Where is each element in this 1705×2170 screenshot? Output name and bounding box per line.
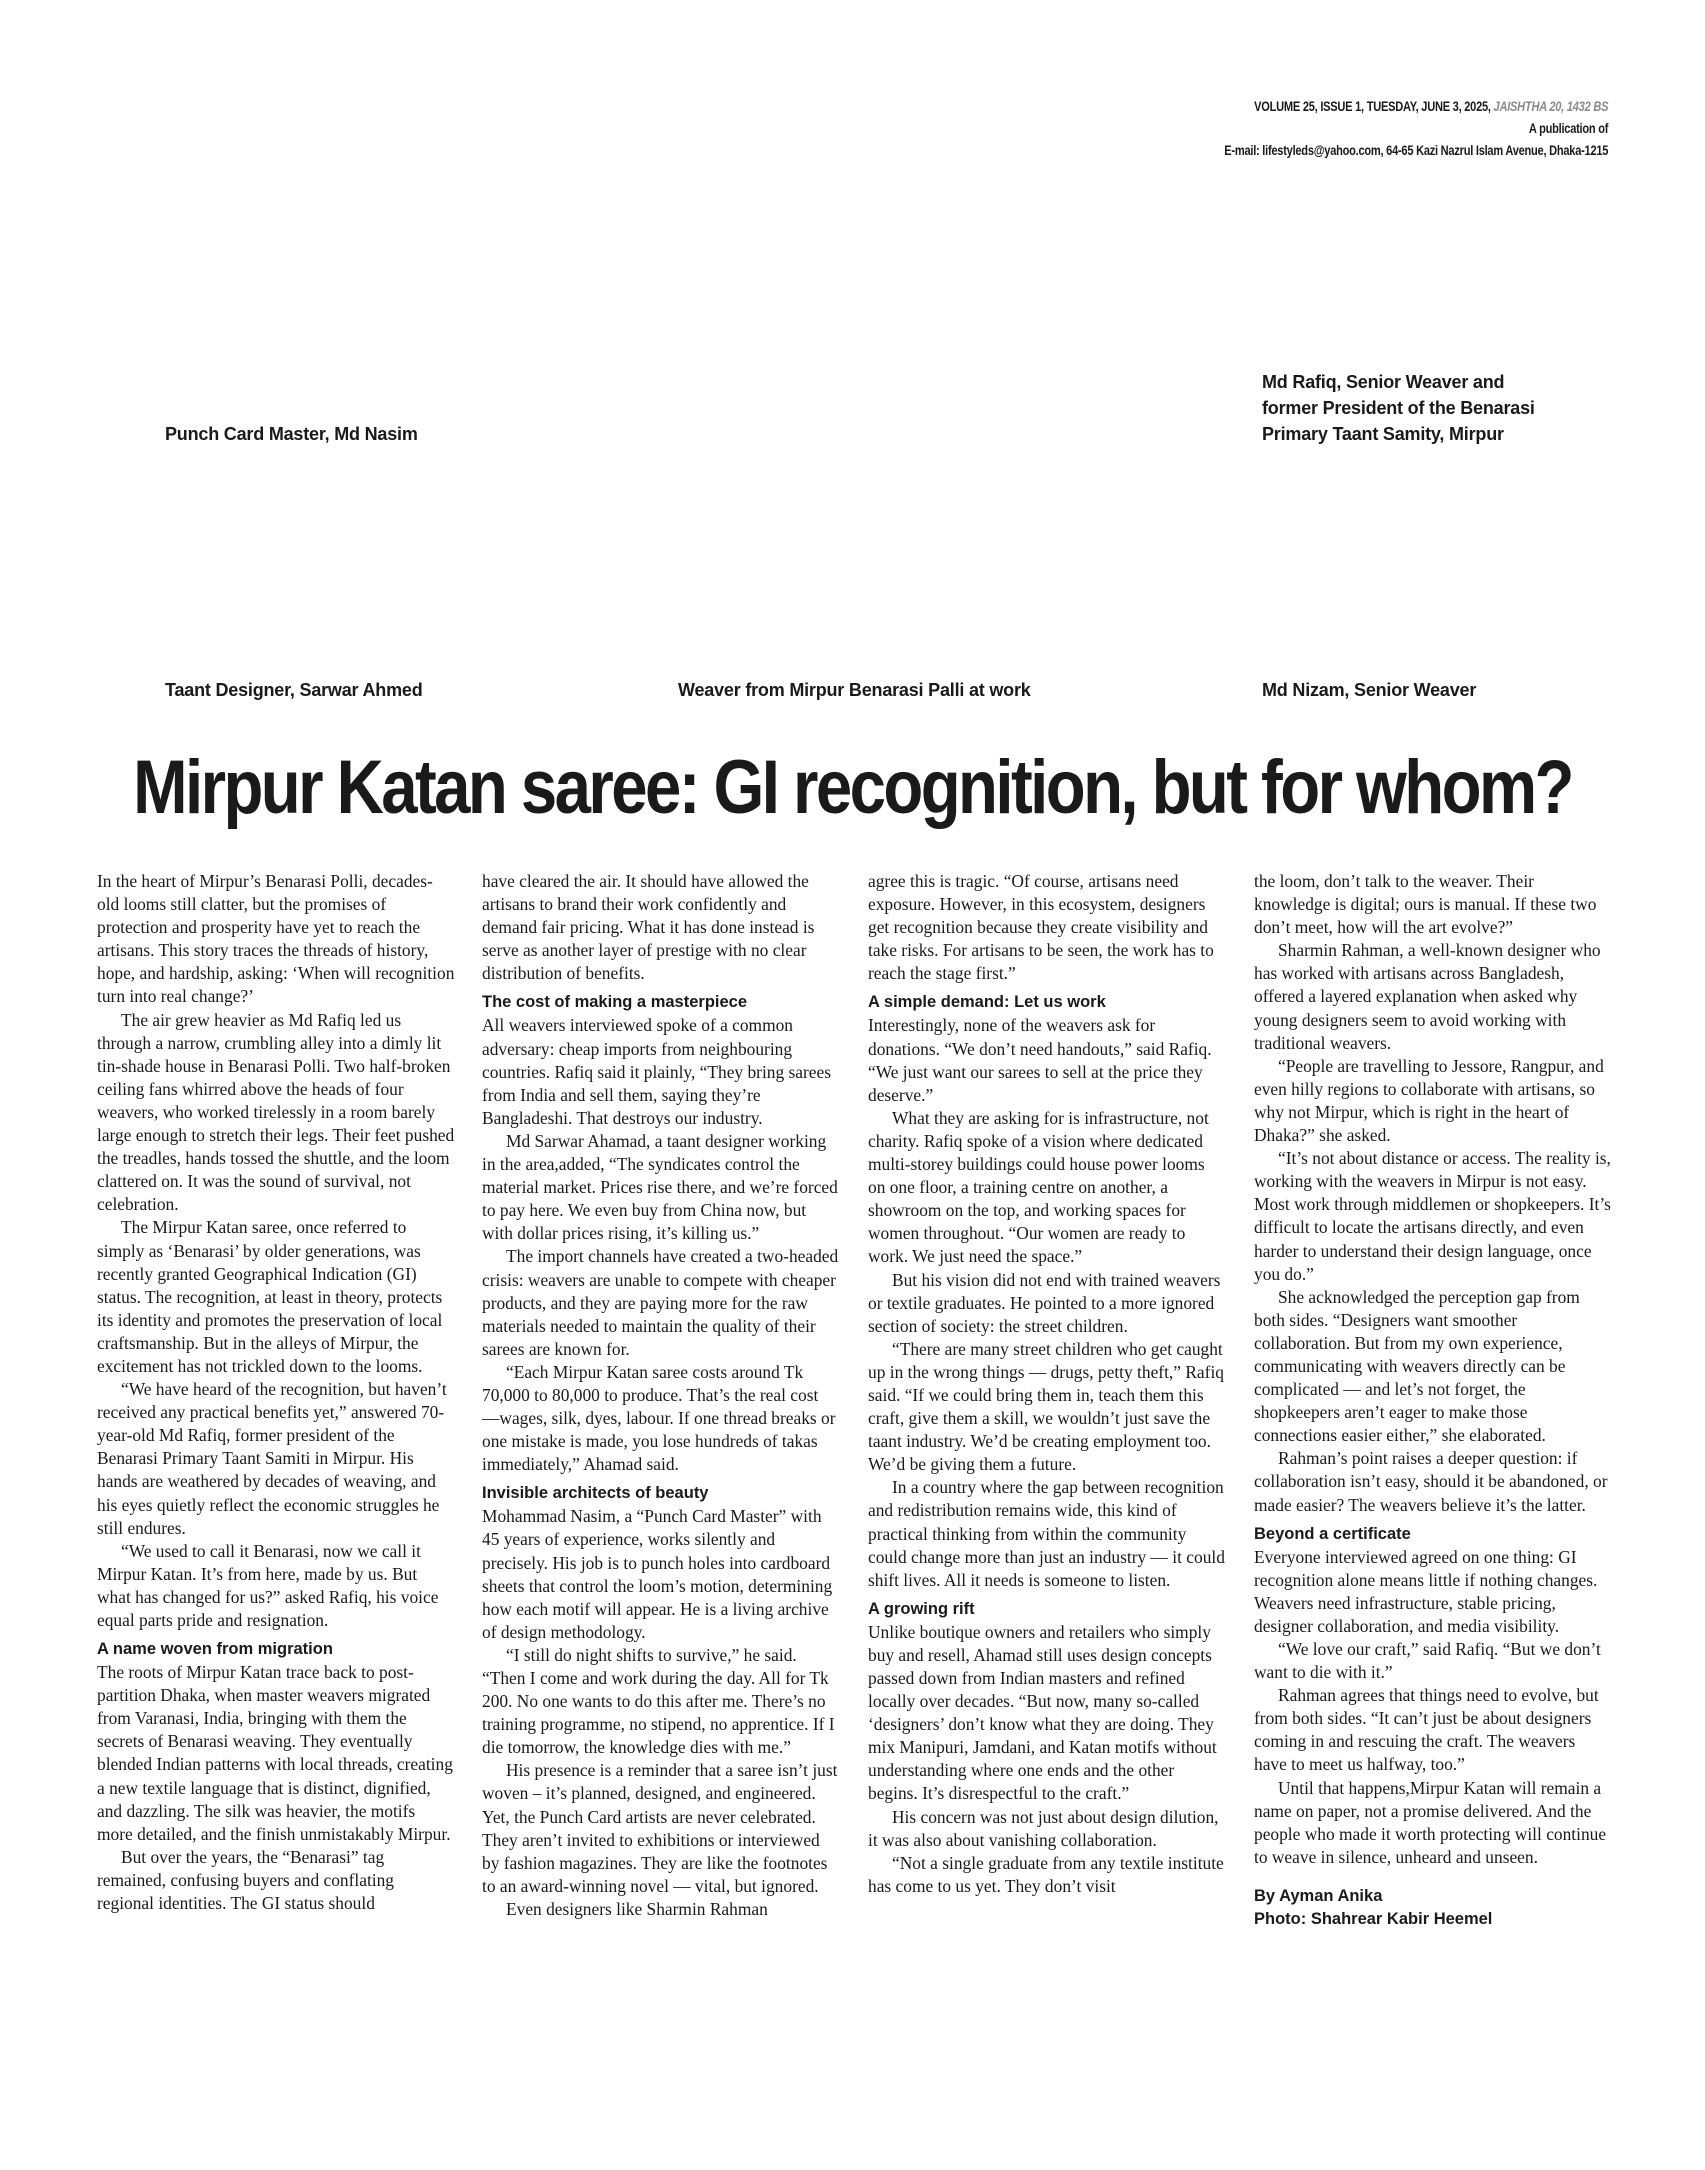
paragraph: Everyone interviewed agreed on one thing: GI recognition alone means little if nothing changes. Weavers need infrastructure, stable pricing, designer collaboration, and media visibility. (1254, 1546, 1598, 1636)
paragraph: The Mirpur Katan saree, once referred to simply as ‘Benarasi’ by older generations, was recently granted Geographical Indication (GI) status. The recognition, at least in theory, protects its identity and promotes the preservation of local craftsmanship. But in the alleys of Mirpur, the excitement has not trickled down to the looms. (97, 1217, 443, 1376)
paragraph: agree this is tragic. “Of course, artisans need exposure. However, in this ecosystem, designers get recognition because they create visibility and take risks. For artisans to be seen, the work has to reach the stage first.” (868, 871, 1214, 984)
subheading: A growing rift (868, 1599, 975, 1618)
paragraph: “Not a single graduate from any textile institute has come to us yet. They don’t visit (868, 1852, 1224, 1896)
paragraph: The roots of Mirpur Katan trace back to post-partition Dhaka, when master weavers migrated from Varanasi, India, bringing with them the secrets of Benarasi weaving. They eventually blended Indian patterns with local threads, creating a new textile language that is distinct, dignified, and dazzling. The silk was heavier, the motifs more detailed, and the finish unmistakably Mirpur. (97, 1662, 453, 1844)
paragraph: His presence is a reminder that a saree isn’t just woven – it’s planned, designed, and engineered. Yet, the Punch Card artists are never celebrated. They aren’t invited to exhibitions or interviewed by fashion magazines. They are like the footnotes to an award-winning novel — vital, but ignored. (482, 1760, 838, 1896)
caption-rafiq-line: former President of the Benarasi (1262, 398, 1535, 418)
paragraph: Md Sarwar Ahamad, a taant designer working in the area,added, “The syndicates control the material market. Prices rise there, and we’re forced to pay here. We even buy from China now, but with dollar prices rising, it’s killing us.” (482, 1130, 838, 1244)
paragraph: The air grew heavier as Md Rafiq led us through a narrow, crumbling alley into a dimly lit tin-shade house in Benarasi Polli. Two half-broken ceiling fans whirred above the heads of four weavers, who worked tirelessly in a room barely large enough to stretch their legs. Their feet pushed the treadles, hands tossed the shuttle, and the loom clattered on. It was the sound of survival, not celebration. (97, 1009, 455, 1215)
paragraph: “People are travelling to Jessore, Rangpur, and even hilly regions to collaborate with artisans, so why not Mirpur, which is right in the heart of Dhaka?” she asked. (1254, 1055, 1604, 1146)
headline: Mirpur Katan saree: GI recognition, but for whom? (133, 745, 1572, 830)
caption-rafiq-line: Md Rafiq, Senior Weaver and (1262, 372, 1505, 392)
masthead-contact-line: E-mail: lifestyleds@yahoo.com, 64-65 Kazi Nazrul Islam Avenue, Dhaka-1215 (1224, 143, 1608, 158)
author-credit: By Ayman Anika (1254, 1886, 1383, 1905)
article-column-2 (482, 870, 840, 1921)
caption-nizam: Md Nizam, Senior Weaver (1262, 680, 1477, 700)
photo-credit: Photo: Shahrear Kabir Heemel (1254, 1909, 1493, 1928)
paragraph: the loom, don’t talk to the weaver. Their knowledge is digital; ours is manual. If these two don’t meet, how will the art evolve?” (1254, 871, 1597, 938)
paragraph: But over the years, the “Benarasi” tag remained, confusing buyers and conflating regional identities. The GI status should (97, 1846, 394, 1914)
masthead (1224, 96, 1608, 162)
byline (1254, 1885, 1612, 1931)
subheading: Beyond a certificate (1254, 1524, 1411, 1543)
paragraph: Mohammad Nasim, a “Punch Card Master” with 45 years of experience, works silently and precisely. His job is to punch holes into cardboard sheets that control the loom’s motion, determining how each motif will appear. He is a living archive of design methodology. (482, 1506, 833, 1642)
paragraph: What they are asking for is infrastructure, not charity. Rafiq spoke of a vision where dedicated multi-storey buildings could house power looms on one floor, a training centre on another, a showroom on the top, and working spaces for women throughout. “Our women are ready to work. We just need the space.” (868, 1107, 1209, 1267)
paragraph: “I still do night shifts to survive,” he said. “Then I come and work during the day. All for Tk 200. No one wants to do this after me. There’s no training programme, no stipend, no apprentice. If I die tomorrow, the knowledge dies with me.” (482, 1644, 835, 1758)
paragraph: Rahman agrees that things need to evolve, but from both sides. “It can’t just be about designers coming in and rescuing the craft. The weavers have to meet us halfway, too.” (1254, 1685, 1599, 1775)
subheading: A simple demand: Let us work (868, 993, 1106, 1012)
article-column-1 (97, 870, 455, 1915)
paragraph: Even designers like Sharmin Rahman (506, 1898, 768, 1919)
masthead-publication-line: A publication of (1528, 121, 1608, 136)
paragraph: Unlike boutique owners and retailers who simply buy and resell, Ahamad still uses design concepts passed down from Indian masters and refined locally over decades. “But now, many so-called ‘designers’ don’t know what they are doing. They mix Manipuri, Jamdani, and Katan motifs without understanding where one ends and the other begins. It’s disrespectful to the craft.” (868, 1621, 1217, 1804)
paragraph: In a country where the gap between recognition and redistribution remains wide, this kind of practical thinking from within the community could change more than just an industry — it could shift lives. All it needs is someone to listen. (868, 1477, 1225, 1590)
paragraph: His concern was not just about design dilution, it was also about vanishing collaboration. (868, 1806, 1219, 1850)
article-column-3 (868, 870, 1226, 1898)
paragraph: “We love our craft,” said Rafiq. “But we don’t want to die with it.” (1254, 1639, 1601, 1683)
paragraph: Rahman’s point raises a deeper question: if collaboration isn’t easy, should it be abandoned, or made easier? The weavers believe it’s the latter. (1254, 1448, 1608, 1515)
subheading: The cost of making a masterpiece (482, 993, 748, 1012)
paragraph: Until that happens,Mirpur Katan will remain a name on paper, not a promise delivered. And the people who made it worth protecting will continue to weave in silence, unheard and unseen. (1254, 1777, 1607, 1867)
paragraph: The import channels have created a two-headed crisis: weavers are unable to compete with cheaper products, and they are paying more for the raw materials needed to maintain the quality of their sarees are known for. (482, 1246, 839, 1359)
caption-punch-card-master: Punch Card Master, Md Nasim (165, 424, 418, 444)
paragraph: In the heart of Mirpur’s Benarasi Polli, decades-old looms still clatter, but the promises of protection and prosperity have yet to reach the artisans. This story traces the threads of history, hope, and hardship, asking: ‘When will recognition turn into real change?’ (97, 871, 455, 1007)
caption-weaver-at-work: Weaver from Mirpur Benarasi Palli at work (678, 680, 1031, 700)
caption-taant-designer: Taant Designer, Sarwar Ahmed (165, 680, 423, 700)
paragraph: “There are many street children who get caught up in the wrong things — drugs, petty theft,” Rafiq said. “If we could bring them in, teach them this craft, give them a skill, we wouldn’t just save the taant industry. We’d be creating employment too. We’d be giving them a future. (868, 1338, 1224, 1475)
paragraph: “We used to call it Benarasi, now we call it Mirpur Katan. It’s from here, made by us. But what has changed for us?” asked Rafiq, his voice equal parts pride and resignation. (97, 1540, 439, 1630)
caption-rafiq (1262, 369, 1535, 447)
article-column-4 (1254, 870, 1612, 1931)
masthead-volume-line: VOLUME 25, ISSUE 1, TUESDAY, JUNE 3, 2025, JAISHTHA 20, 1432 BS (1253, 99, 1608, 114)
masthead-hijri-date: JAISHTHA 20, 1432 BS (1493, 99, 1608, 114)
paragraph: “It’s not about distance or access. The reality is, working with the weavers in Mirpur is not easy. Most work through middlemen or shopkeepers. It’s difficult to locate the artisans directly, and even harder to understand their design language, once you do.” (1254, 1148, 1611, 1284)
paragraph: Interestingly, none of the weavers ask for donations. “We don’t need handouts,” said Rafiq. “We just want our sarees to sell at the price they deserve.” (868, 1015, 1212, 1105)
subheading: A name woven from migration (97, 1640, 333, 1659)
paragraph: “Each Mirpur Katan saree costs around Tk 70,000 to 80,000 to produce. That’s the real cost —wages, silk, dyes, labour. If one thread breaks or one mistake is made, you lose hundreds of takas immediately,” Ahamad said. (482, 1361, 836, 1475)
subheading: Invisible architects of beauty (482, 1484, 709, 1503)
caption-rafiq-line: Primary Taant Samity, Mirpur (1262, 424, 1504, 444)
paragraph: “We have heard of the recognition, but haven’t received any practical benefits yet,” answered 70-year-old Md Rafiq, former president of the Benarasi Primary Taant Samiti in Mirpur. His hands are weathered by decades of weaving, and his eyes quietly reflect the economic struggles he still endures. (97, 1379, 447, 1538)
paragraph: have cleared the air. It should have allowed the artisans to brand their work confidently and demand fair pricing. What it has done instead is serve as another layer of prestige with no clear distribution of benefits. (482, 871, 815, 984)
paragraph: Sharmin Rahman, a well-known designer who has worked with artisans across Bangladesh, offered a layered explanation when asked why young designers seem to avoid working with traditional weavers. (1254, 940, 1601, 1053)
paragraph: All weavers interviewed spoke of a common adversary: cheap imports from neighbouring countries. Rafiq said it plainly, “They bring sarees from India and sell them, saying they’re Bangladeshi. That destroys our industry. (482, 1015, 832, 1128)
paragraph: But his vision did not end with trained weavers or textile graduates. He pointed to a more ignored section of society: the street children. (868, 1269, 1221, 1336)
paragraph: She acknowledged the perception gap from both sides. “Designers want smoother collaboration. But from my own experience, communicating with weavers directly can be complicated — and let’s not forget, the shopkeepers aren’t eager to make those connections easier either,” she elaborated. (1254, 1286, 1580, 1446)
